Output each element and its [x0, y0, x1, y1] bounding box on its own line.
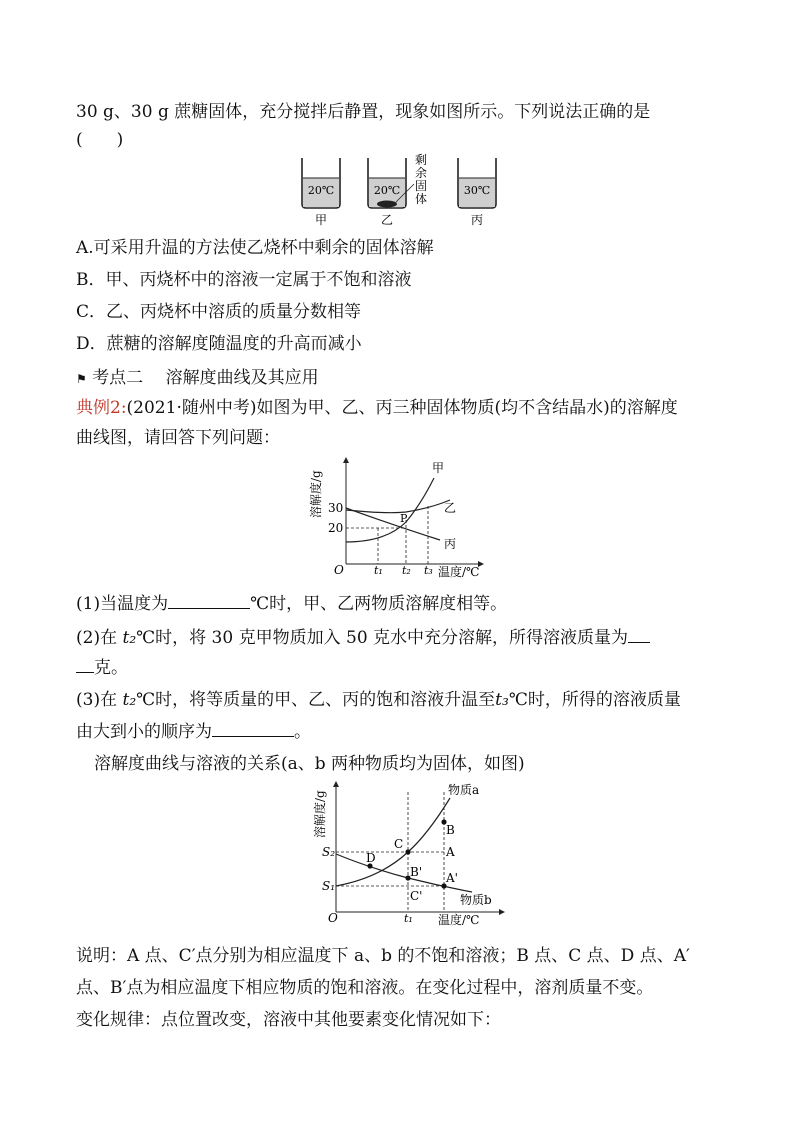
question-3: (3)在 t₂℃时，将等质量的甲、乙、丙的饱和溶液升温至t₃℃时，所得的溶液质量 — [76, 690, 681, 710]
chart1-ytick-30: 30 — [328, 501, 344, 515]
question-2: (2)在 t₂℃时，将 30 克甲物质加入 50 克水中充分溶解，所得溶液质量为 — [76, 624, 650, 650]
chart2-origin: O — [328, 911, 338, 925]
solubility-chart-1 — [306, 456, 486, 586]
option-b: B．甲、丙烧杯中的溶液一定属于不饱和溶液 — [76, 270, 412, 290]
beaker-yi-name: 乙 — [380, 213, 394, 227]
curve-jia — [346, 478, 434, 542]
question-2-cont: 克。 — [76, 654, 128, 680]
section-header — [76, 366, 319, 391]
answer-blank-1[interactable] — [168, 590, 250, 609]
beaker-yi-temp: 20℃ — [373, 184, 401, 197]
beaker-bing-name: 丙 — [470, 213, 484, 227]
chart1-point-p: P — [400, 512, 408, 525]
beaker-jia-temp: 20℃ — [307, 184, 335, 197]
residual-solid-label — [415, 153, 427, 206]
answer-blank-3[interactable] — [212, 718, 294, 737]
example-text: (2021·随州中考)如图为甲、乙、丙三种固体物质(均不含结晶水)的溶解度 — [126, 398, 678, 418]
answer-blank-2b[interactable] — [76, 654, 94, 673]
question-text-line1: 30 g、30 g 蔗糖固体，充分搅拌后静置，现象如图所示。下列说法正确的是 — [76, 102, 651, 122]
answer-parentheses: ( ) — [76, 130, 124, 150]
section-title: 溶解度曲线及其应用 — [165, 368, 319, 388]
beaker-yi — [368, 158, 414, 227]
curve-yi — [346, 500, 450, 513]
chart2-point-b: B — [446, 823, 455, 837]
section-marker: 考点二 — [92, 368, 144, 388]
chart1-ytick-20: 20 — [328, 521, 344, 535]
option-a: A.可采用升温的方法使乙烧杯中剩余的固体溶解 — [76, 238, 434, 258]
chart1-label-bing: 丙 — [444, 537, 457, 551]
chart2-point-c-prime: C' — [410, 889, 423, 903]
chart2-ytick-s1: S₁ — [322, 879, 336, 893]
chart2-xtick-t1: t₁ — [404, 912, 413, 925]
example-line1 — [76, 396, 678, 420]
svg-text:体: 体 — [415, 192, 428, 206]
chart2-point-b-prime: B' — [410, 865, 423, 879]
answer-blank-2a[interactable] — [628, 624, 650, 643]
beaker-bing-temp: 30℃ — [463, 184, 491, 197]
explanation-line3: 变化规律：点位置改变，溶液中其他要素变化情况如下： — [76, 1010, 501, 1030]
question-1: (1)当温度为 ℃时，甲、乙两物质溶解度相等。 — [76, 590, 507, 616]
chart1-xtick-t1: t₁ — [374, 564, 383, 577]
chart2-label-b: 物质b — [460, 893, 492, 907]
relation-title: 溶解度曲线与溶液的关系(a、b 两种物质均为固体，如图) — [94, 754, 525, 774]
curve-a — [336, 798, 450, 886]
example-line2: 曲线图，请回答下列问题： — [76, 428, 280, 448]
chart2-point-a: A — [446, 845, 455, 859]
chart2-point-a-prime: A' — [446, 871, 458, 885]
solubility-chart-2 — [310, 778, 520, 928]
beaker-bing — [458, 158, 496, 227]
example-label: 典例2: — [76, 398, 127, 418]
explanation-line1: 说明：A 点、C′点分别为相应温度下 a、b 的不饱和溶液；B 点、C 点、D 点、A′ — [76, 946, 690, 966]
beaker-jia — [302, 158, 340, 227]
chart1-ylabel: 溶解度/g — [309, 470, 323, 518]
svg-text:固: 固 — [415, 179, 428, 193]
option-d: D．蔗糖的溶解度随温度的升高而减小 — [76, 334, 362, 354]
chart1-xlabel: 温度/℃ — [438, 565, 480, 579]
chart1-xtick-t2: t₂ — [402, 564, 411, 577]
question-3-cont: 由大到小的顺序为 。 — [76, 718, 311, 744]
chart2-point-d: D — [366, 851, 376, 865]
explanation-line2: 点、B′点为相应温度下相应物质的饱和溶液。在变化过程中，溶剂质量不变。 — [76, 978, 654, 998]
chart2-point-c: C — [394, 837, 404, 851]
residual-solid — [377, 201, 397, 208]
chart2-label-a: 物质a — [448, 783, 480, 797]
chart1-xtick-t3: t₃ — [424, 564, 433, 577]
beaker-jia-name: 甲 — [314, 213, 328, 227]
flag-icon: ⚑ — [76, 372, 87, 386]
chart1-origin: O — [334, 563, 344, 577]
chart2-ytick-s2: S₂ — [322, 845, 336, 859]
beakers-figure — [290, 150, 510, 230]
svg-text:余: 余 — [415, 166, 428, 180]
chart1-label-yi: 乙 — [444, 501, 457, 515]
svg-text:剩: 剩 — [415, 153, 428, 167]
chart2-ylabel: 溶解度/g — [313, 790, 327, 838]
chart2-xlabel: 温度/℃ — [438, 913, 480, 927]
chart1-label-jia: 甲 — [432, 461, 445, 475]
option-c: C．乙、丙烧杯中溶质的质量分数相等 — [76, 302, 362, 322]
